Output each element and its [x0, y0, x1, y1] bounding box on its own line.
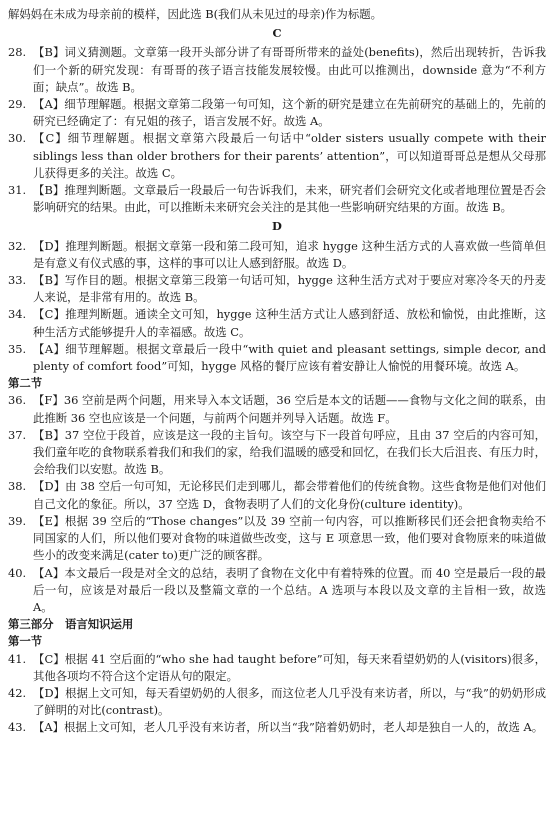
answer-item-39 — [8, 513, 546, 565]
answer-item-31 — [8, 182, 546, 216]
answer-explanation: 【D】由 38 空后一句可知，无论移民们走到哪儿，都会带着他们的传统食物。这些食物是他们对他们自己文化的象征。所以，37 空选 D，食物表明了人们的文化身份(culture identity)。 — [33, 479, 546, 511]
answer-explanation: 【F】36 空前是两个问题，用来导入本文话题，36 空后是本文的话题——食物与文化之间的联系，由此推断 36 空也应该是一个问题，与前两个问题并列导入话题。故选 F。 — [33, 393, 546, 425]
section-d-title: D — [272, 219, 282, 234]
answer-item-32 — [8, 238, 546, 272]
answer-explanation: 【A】本文最后一段是对全文的总结，表明了食物在文化中有着特殊的位置。而 40 空是最后一段的最后一句，应该是对最后一段以及整篇文章的一个总结。A 选项与本段以及文章的主旨相一致，故选 A。 — [33, 565, 546, 614]
answer-item-30 — [8, 130, 546, 182]
question-number: 36. — [8, 393, 27, 408]
answer-explanation: 【B】推理判断题。文章最后一段最后一句告诉我们，未来，研究者们会研究文化或者地理位置是否会影响研究的结果。由此，可以推断未来研究会关注的是其他一些影响研究结果的方面。故选 B。 — [33, 183, 546, 215]
question-number: 34. — [8, 307, 27, 322]
part3-subheading: 第一节 — [8, 634, 43, 649]
answer-item-36 — [8, 392, 546, 426]
question-number: 32. — [8, 238, 27, 253]
question-number: 28. — [8, 45, 27, 60]
answer-explanation: 【A】细节理解题。根据文章第二段第一句可知，这个新的研究是建立在先前研究的基础上的，先前的研究已经确定了：有兄姐的孩子，语言发展不好。故选 A。 — [33, 97, 546, 129]
answer-item-29 — [8, 96, 546, 130]
question-number: 41. — [8, 651, 27, 666]
question-number: 39. — [8, 513, 27, 528]
question-number: 35. — [8, 341, 27, 356]
part3-heading: 第三部分 语言知识运用 — [8, 617, 134, 632]
section-c-title: C — [272, 26, 282, 41]
answer-item-42 — [8, 685, 546, 719]
answer-explanation: 【B】写作目的题。根据文章第三段第一句话可知，hygge 这种生活方式对于要应对寒冷冬天的丹麦人来说，是非常有用的。故选 B。 — [33, 273, 546, 305]
question-number: 31. — [8, 183, 27, 198]
answer-item-33 — [8, 272, 546, 306]
question-number: 43. — [8, 720, 27, 735]
question-number: 33. — [8, 273, 27, 288]
part2-heading: 第二节 — [8, 376, 43, 391]
answer-explanation: 【B】37 空位于段首，应该是这一段的主旨句。该空与下一段首句呼应，且由 37 空后的内容可知，我们童年吃的食物联系着我们和我们的家，给我们温暖的感受和回忆，在我们长大后沮丧、有压力时，会给我们以安慰。故选 B。 — [33, 427, 546, 477]
question-number: 42. — [8, 685, 27, 700]
answer-explanation: 【D】根据上文可知，每天看望奶奶的人很多，而这位老人几乎没有来访者，所以，与“我”的奶奶形成了鲜明的对比(contrast)。 — [33, 685, 546, 718]
answer-explanation: 【C】细节理解题。根据文章第六段最后一句话中“older sisters usually compete with their siblings less than older brothers for their parents’ attention”，可以知道哥哥总是想从父母那儿获得更多的关注。故选 C。 — [33, 131, 546, 180]
answer-explanation: 【A】细节理解题。根据文章最后一段中“with quiet and pleasant settings, simple decor, and plenty of comfort food”可知，hygge 风格的餐厅应该有着安静让人愉悦的用餐环境。故选 A。 — [33, 341, 546, 374]
answer-explanation: 【D】推理判断题。根据文章第一段和第二段可知，追求 hygge 这种生活方式的人喜欢做一些简单但是有意义有仪式感的事，这样的事可以让人感到舒服。故选 D。 — [33, 238, 546, 270]
answer-item-38 — [8, 478, 546, 512]
answer-explanation: 【C】推理判断题。通读全文可知，hygge 这种生活方式让人感到舒适、放松和愉悦，由此推断，这种生活方式能够提升人的幸福感。故选 C。 — [33, 307, 546, 339]
question-number: 38. — [8, 479, 27, 494]
answer-item-28 — [8, 44, 546, 96]
answer-item-43 — [8, 719, 546, 736]
question-number: 29. — [8, 97, 27, 112]
question-number: 40. — [8, 565, 27, 580]
answer-item-41 — [8, 651, 546, 685]
answer-item-34 — [8, 306, 546, 340]
answer-item-37 — [8, 427, 546, 479]
answer-explanation: 【B】词义猜测题。文章第一段开头部分讲了有哥哥所带来的益处(benefits)，然后出现转折，告诉我们一个新的研究发现：有哥哥的孩子语言技能发展较慢。由此可以推测出，downside 意为“不利方面；缺点”。故选 B。 — [33, 45, 546, 94]
answer-explanation: 【C】根据 41 空后面的“who she had taught before”可知，每天来看望奶奶的人(visitors)很多，其他各项均不符合这个定语从句的限定。 — [33, 651, 546, 683]
continuation-paragraph: 解妈妈在未成为母亲前的模样，因此选 B(我们从未见过的母亲)作为标题。 — [8, 7, 382, 21]
answer-explanation: 【A】根据上文可知，老人几乎没有来访者，所以当“我”陪着奶奶时，老人却是独自一人的，故选 A。 — [33, 720, 544, 735]
answer-item-40 — [8, 565, 546, 617]
question-number: 37. — [8, 427, 27, 442]
answer-item-35 — [8, 341, 546, 375]
answer-explanation: 【E】根据 39 空后的“Those changes”以及 39 空前一句内容，可以推断移民们还会把食物卖给不同国家的人们，所以他们要对食物的味道做些改变，这与 E 项意思一致，他们要对食物原来的味道做些小的改变来满足(cater to)更广泛的顾客群。 — [33, 513, 546, 563]
question-number: 30. — [8, 131, 27, 146]
